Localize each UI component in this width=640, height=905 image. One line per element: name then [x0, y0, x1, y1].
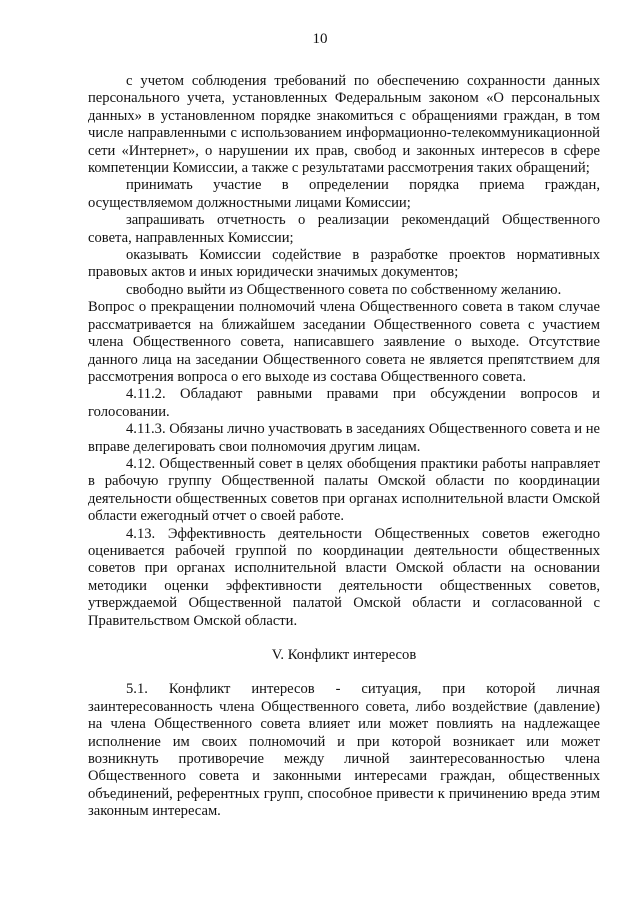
paragraph-termination-procedure: Вопрос о прекращении полномочий члена Общественного совета в таком случае рассматривается на ближайшем заседании Общественного совета с участием члена Общественного совета, написавшего заявление о выходе. Отсутствие данного лица на заседании Общественного совета не является препятствием для рассмотрения вопроса о его выходе из состава Общественного совета.	[88, 299, 600, 385]
paragraph-4-11-3: 4.11.3. Обязаны лично участвовать в заседаниях Общественного совета и не вправе делегировать свои полномочия другим лицам.	[88, 421, 600, 455]
paragraph-4-13: 4.13. Эффективность деятельности Общественных советов ежегодно оценивается рабочей группой по координации деятельности общественных советов при органах исполнительной власти Омской области на основании методики оценки эффективности деятельности общественных советов, утверждаемой Общественной палатой Омской области и согласованной с Правительством Омской области.	[88, 525, 600, 629]
paragraph-4-12: 4.12. Общественный совет в целях обобщения практики работы направляет в рабочую группу Общественной палаты Омской области по координации деятельности общественных советов при органах исполнительной власти Омской области ежегодный отчет о своей работе.	[88, 455, 600, 525]
document-body	[88, 73, 600, 821]
paragraph-reception-order: принимать участие в определении порядка приема граждан, осуществляемом должностными лицами Комиссии;	[88, 177, 600, 211]
paragraph-5-1: 5.1. Конфликт интересов - ситуация, при которой личная заинтересованность члена Общественного совета, либо воздействие (давление) на члена Общественного совета влияет или может повлиять на надлежащее исполнение им своих полномочий и при которой возникает или может возникнуть противоречие между личной заинтересованностью члена Общественного совета и законными интересами граждан, общественных объединений, референтных групп, способное привести к причинению вреда этим законным интересам.	[88, 681, 600, 820]
paragraph-access-appeals: с учетом соблюдения требований по обеспечению сохранности данных персонального учета, установленных Федеральным законом «О персональных данных» в установленном порядке знакомиться с обращениями граждан, в том числе направленными с использованием информационно-телекоммуникационной сети «Интернет», о нарушении их прав, свобод и законных интересов в сфере компетенции Комиссии, а также с результатами рассмотрения таких обращений;	[88, 73, 600, 177]
section-heading: V. Конфликт интересов	[271, 647, 417, 663]
page-number: 10	[312, 31, 328, 47]
paragraph-4-11-2: 4.11.2. Обладают равными правами при обсуждении вопросов и голосовании.	[88, 386, 600, 420]
paragraph-voluntary-exit: свободно выйти из Общественного совета по собственному желанию.	[126, 281, 562, 298]
paragraph-assist-drafting: оказывать Комиссии содействие в разработке проектов нормативных правовых актов и иных юридически значимых документов;	[88, 247, 600, 281]
paragraph-request-reports: запрашивать отчетность о реализации рекомендаций Общественного совета, направленных Комиссии;	[88, 212, 600, 246]
